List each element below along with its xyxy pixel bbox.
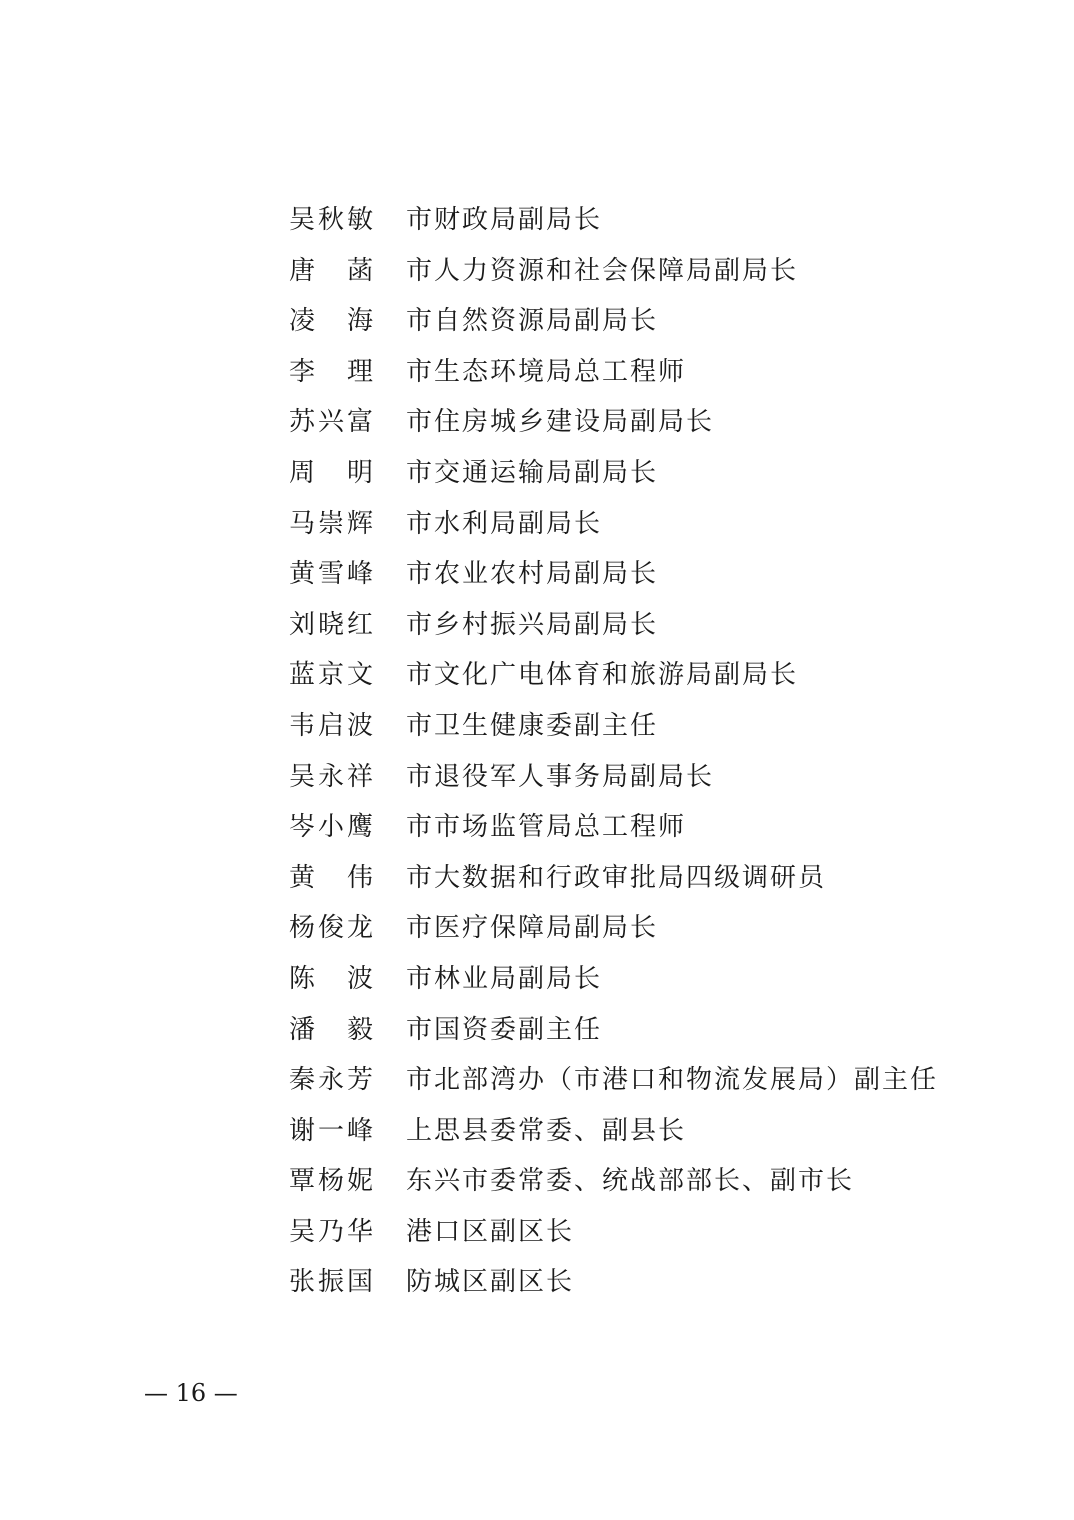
member-title: 市卫生健康委副主任 (406, 710, 659, 741)
list-item (289, 701, 1009, 752)
list-item (289, 903, 1009, 954)
member-title: 市林业局副局长 (406, 963, 603, 994)
list-item (289, 650, 1009, 701)
list-item (289, 853, 1009, 904)
member-name: 张振国 (289, 1267, 373, 1298)
list-item (289, 397, 1009, 448)
member-name: 刘晓红 (289, 609, 373, 640)
list-item (289, 549, 1009, 600)
list-item (289, 954, 1009, 1005)
member-title: 市国资委副主任 (406, 1014, 603, 1045)
member-title: 市市场监管局总工程师 (406, 812, 687, 843)
member-title: 东兴市委常委、统战部部长、副市长 (406, 1166, 855, 1197)
list-item (289, 246, 1009, 297)
page-number: — 16 — (144, 1379, 238, 1407)
member-title: 市医疗保障局副局长 (406, 913, 659, 944)
member-title: 市自然资源局副局长 (406, 306, 659, 337)
member-title: 市财政局副局长 (406, 205, 603, 235)
member-name: 岑小鹰 (289, 812, 373, 843)
member-name: 李 理 (289, 356, 373, 387)
member-name: 谢一峰 (289, 1115, 373, 1146)
list-item (289, 1207, 1009, 1258)
member-name: 蓝京文 (289, 660, 373, 691)
list-item (289, 499, 1009, 550)
member-name: 周 明 (289, 457, 373, 488)
member-title: 市乡村振兴局副局长 (406, 609, 659, 640)
member-title: 上思县委常委、副县长 (406, 1115, 687, 1146)
member-name: 覃杨妮 (289, 1166, 373, 1197)
list-item (289, 752, 1009, 803)
member-name: 唐 菡 (289, 255, 373, 286)
member-title: 市北部湾办（市港口和物流发展局）副主任 (406, 1065, 939, 1096)
member-name: 黄雪峰 (289, 559, 373, 590)
member-title: 市退役军人事务局副局长 (406, 761, 715, 792)
member-name: 陈 波 (289, 963, 373, 994)
list-item (289, 1005, 1009, 1056)
member-title: 防城区副区长 (406, 1267, 575, 1298)
member-name: 吴秋敏 (289, 205, 373, 235)
member-name: 凌 海 (289, 306, 373, 337)
list-item (289, 802, 1009, 853)
member-title: 市大数据和行政审批局四级调研员 (406, 862, 827, 893)
list-item (289, 1106, 1009, 1157)
member-name: 苏兴富 (289, 407, 373, 438)
member-name: 秦永芳 (289, 1065, 373, 1096)
list-item (289, 1055, 1009, 1106)
member-name: 马崇辉 (289, 508, 373, 539)
list-item (289, 296, 1009, 347)
list-item (289, 1156, 1009, 1207)
member-name: 潘 毅 (289, 1014, 373, 1045)
member-title: 市交通运输局副局长 (406, 457, 659, 488)
member-name: 韦启波 (289, 710, 373, 741)
member-title: 市文化广电体育和旅游局副局长 (406, 660, 799, 691)
member-title: 市人力资源和社会保障局副局长 (406, 255, 799, 286)
member-list (289, 195, 1009, 1308)
member-name: 杨俊龙 (289, 913, 373, 944)
list-item (289, 600, 1009, 651)
member-title: 市住房城乡建设局副局长 (406, 407, 715, 438)
list-item (289, 195, 1009, 246)
member-title: 市生态环境局总工程师 (406, 356, 687, 387)
member-title: 市水利局副局长 (406, 508, 603, 539)
list-item (289, 1257, 1009, 1308)
list-item (289, 448, 1009, 499)
member-title: 港口区副区长 (406, 1216, 575, 1247)
member-title: 市农业农村局副局长 (406, 559, 659, 590)
list-item (289, 347, 1009, 398)
member-name: 吴乃华 (289, 1216, 373, 1247)
member-name: 黄 伟 (289, 862, 373, 893)
member-name: 吴永祥 (289, 761, 373, 792)
